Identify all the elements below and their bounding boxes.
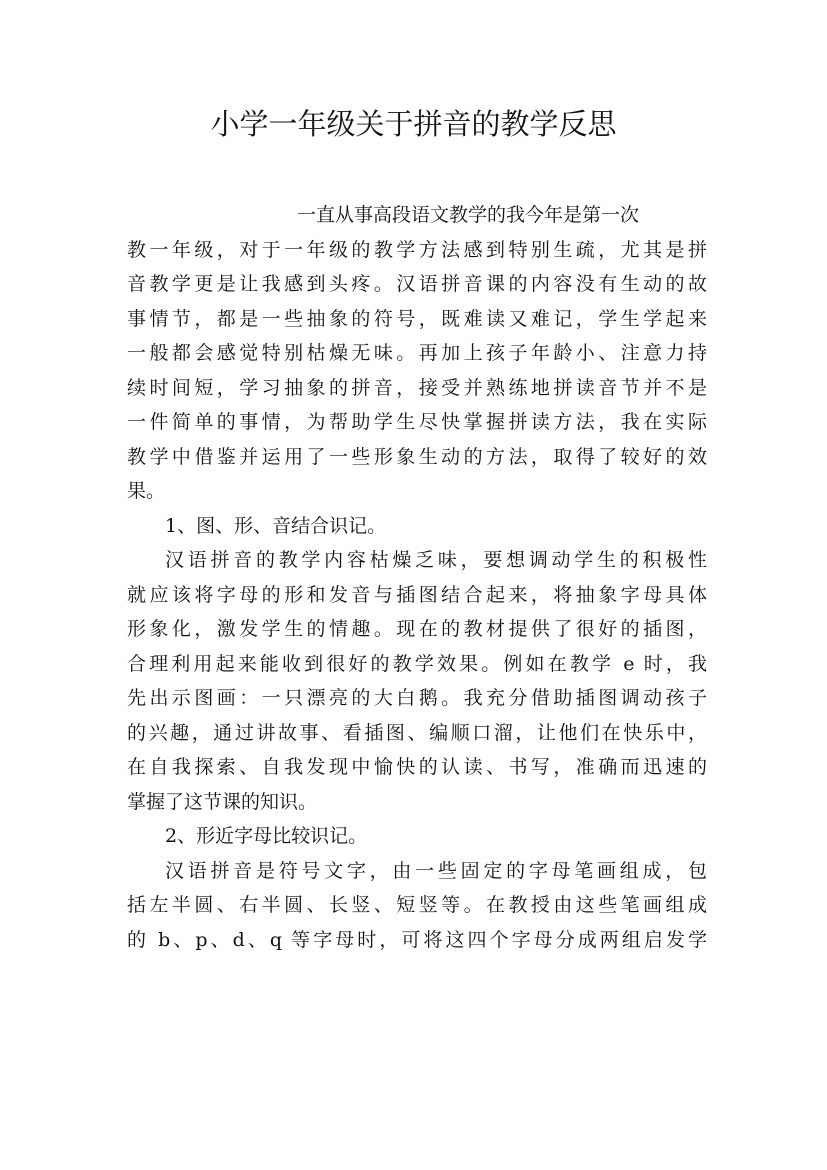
paragraph-1-line-8: 教学中借鉴并运用了一些形象生动的方法，取得了较好的效 — [127, 445, 707, 468]
paragraph-1-line-9: 果。 — [127, 480, 166, 502]
paragraph-2-line-7: 在自我探索、自我发现中愉快的认读、书写，准确而迅速的 — [127, 756, 707, 778]
paragraph-2-line-8: 掌握了这节课的知识。 — [127, 790, 318, 813]
paragraph-3-line-3: 的 b、p、d、q 等字母时，可将这四个字母分成两组启发学 — [127, 928, 707, 951]
paragraph-1-line-7: 一件简单的事情，为帮助学生尽快掌握拼读方法，我在实际 — [127, 411, 707, 433]
paragraph-1-line-3: 音教学更是让我感到头疼。汉语拼音课的内容没有生动的故 — [127, 273, 707, 295]
paragraph-2-line-5: 先出示图画：一只漂亮的大白鹅。我充分借助插图调动孩子 — [127, 687, 707, 709]
paragraph-2-line-1: 汉语拼音的教学内容枯燥乏味，要想调动学生的积极性 — [165, 549, 707, 571]
paragraph-2-line-3: 形象化，激发学生的情趣。现在的教材提供了很好的插图， — [127, 618, 707, 640]
section-2-heading: 2、形近字母比较识记。 — [165, 825, 368, 847]
section-1-heading: 1、图、形、音结合识记。 — [165, 514, 387, 537]
paragraph-1-line-6: 续时间短，学习抽象的拼音，接受并熟练地拼读音节并不是 — [127, 376, 707, 399]
paragraph-2-line-4: 合理利用起来能收到很好的教学效果。例如在教学 e 时，我 — [127, 652, 707, 675]
document-body — [127, 198, 707, 957]
document-title: 小学一年级关于拼音的教学反思 — [210, 107, 617, 141]
paragraph-1-line-4: 事情节，都是一些抽象的符号，既难读又难记，学生学起来 — [127, 307, 707, 330]
paragraph-2-line-6: 的兴趣，通过讲故事、看插图、编顺口溜，让他们在快乐中， — [127, 721, 707, 744]
paragraph-1-line-2: 教一年级，对于一年级的教学方法感到特别生疏，尤其是拼 — [127, 238, 707, 261]
paragraph-2-line-2: 就应该将字母的形和发音与插图结合起来，将抽象字母具体 — [127, 583, 707, 606]
paragraph-1-line-5: 一般都会感觉特别枯燥无味。再加上孩子年龄小、注意力持 — [127, 342, 707, 364]
paragraph-1-line-1: 一直从事高段语文教学的我今年是第一次 — [297, 204, 640, 226]
paragraph-3-line-1: 汉语拼音是符号文字，由一些固定的字母笔画组成，包 — [165, 859, 707, 882]
paragraph-3-line-2: 括左半圆、右半圆、长竖、短竖等。在教授由这些笔画组成 — [127, 894, 707, 916]
